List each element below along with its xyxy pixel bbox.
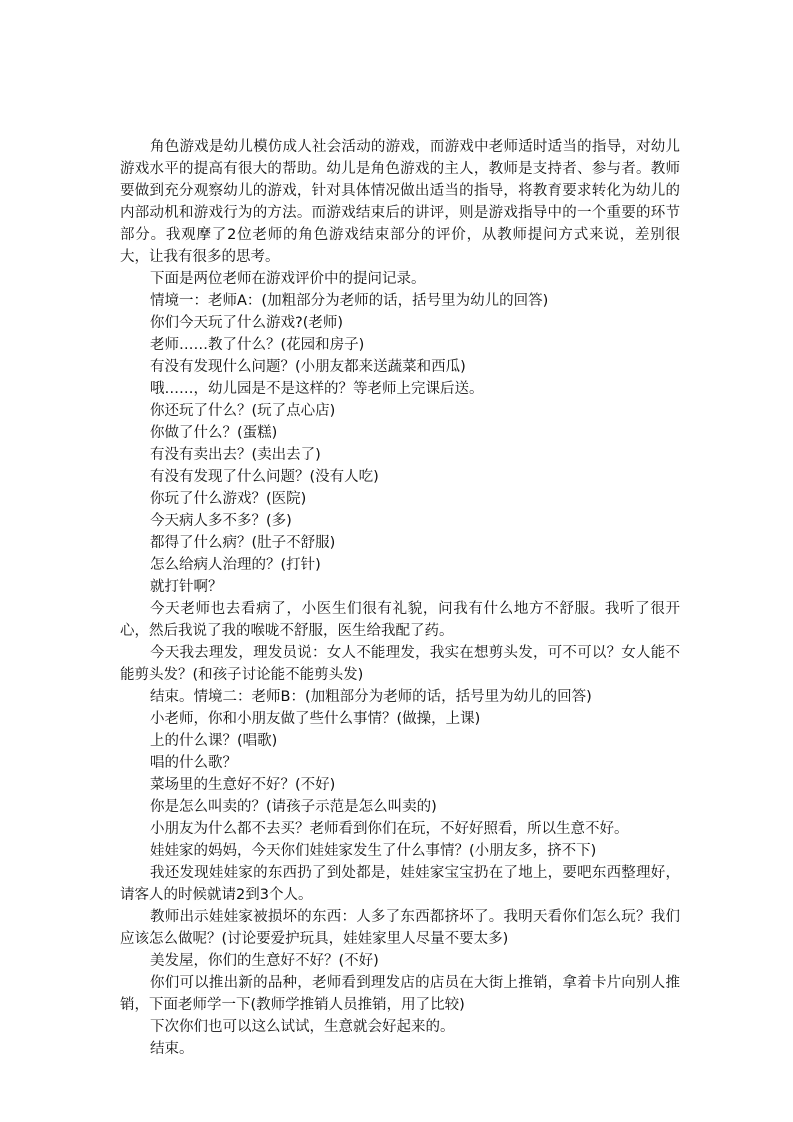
dialogue-line: 哦……，幼儿园是不是这样的？等老师上完课后送。 [150,381,484,397]
scenario-one-heading: 情境一：老师A：(加粗部分为老师的话，括号里为幼儿的回答) [150,293,549,309]
text-line: 下面是两位老师在游戏评价中的提问记录。 [150,271,426,287]
closing-line: 结束。 [150,1041,194,1057]
dialogue-line: 娃娃家的妈妈，今天你们娃娃家发生了什么事情？(小朋友多，挤不下) [150,843,597,859]
dialogue-line: 美发屋，你们的生意好不好？(不好) [150,953,379,969]
dialogue-line: 老师……教了什么？(花园和房子) [150,337,365,353]
dialogue-line: 下次你们也可以这么试试，生意就会好起来的。 [150,1019,455,1035]
dialogue-line: 就打针啊？ [150,579,223,595]
dialogue-line: 你是怎么叫卖的？(请孩子示范是怎么叫卖的) [150,799,437,815]
dialogue-line: 有没有发现什么问题？(小朋友都来送蔬菜和西瓜) [150,359,466,375]
dialogue-line: 今天我去理发，理发员说：女人不能理发，我实在想剪头发，可不可以？女人能不能剪头发？(和孩子讨论能不能剪头发) [120,645,680,683]
dialogue-line: 怎么给病人治理的？(打针) [150,557,321,573]
intro-paragraph: 角色游戏是幼儿模仿成人社会活动的游戏，而游戏中老师适时适当的指导，对幼儿游戏水平的提高有很大的帮助。幼儿是角色游戏的主人，教师是支持者、参与者。教师要做到充分观察幼儿的游戏，针对具体情况做出适当的指导，将教育要求转化为幼儿的内部动机和游戏行为的方法。而游戏结束后的讲评，则是游戏指导中的一个重要的环节部分。我观摩了2位老师的角色游戏结束部分的评价，从教师提问方式来说，差别很大，让我有很多的思考。 [120,139,680,265]
dialogue-line: 有没有卖出去？(卖出去了) [150,447,321,463]
dialogue-line: 你们今天玩了什么游戏?(老师) [150,315,344,331]
document-body [120,136,680,1060]
dialogue-line: 唱的什么歌？ [150,755,237,771]
dialogue-line: 今天老师也去看病了，小医生们很有礼貌，问我有什么地方不舒服。我听了很开心，然后我说了我的喉咙不舒服，医生给我配了药。 [120,601,680,639]
dialogue-line: 菜场里的生意好不好？(不好) [150,777,336,793]
dialogue-line: 小朋友为什么都不去买？老师看到你们在玩，不好好照看，所以生意不好。 [150,821,629,837]
dialogue-line: 小老师，你和小朋友做了些什么事情？(做操，上课) [150,711,481,727]
dialogue-line: 你还玩了什么？(玩了点心店) [150,403,336,419]
dialogue-line: 你做了什么？(蛋糕) [150,425,278,441]
dialogue-line: 教师出示娃娃家被损坏的东西：人多了东西都挤坏了。我明天看你们怎么玩？我们应该怎么做呢？(讨论要爱护玩具，娃娃家里人尽量不要太多) [120,909,680,947]
dialogue-line: 我还发现娃娃家的东西扔了到处都是，娃娃家宝宝扔在了地上，要吧东西整理好，请客人的时候就请2到3个人。 [120,865,680,903]
dialogue-line: 你玩了什么游戏？(医院) [150,491,307,507]
dialogue-line: 有没有发现了什么问题？(没有人吃) [150,469,379,485]
scenario-two-heading: 结束。情境二：老师B：(加粗部分为老师的话，括号里为幼儿的回答) [150,689,592,705]
dialogue-line: 今天病人多不多？(多) [150,513,292,529]
dialogue-line: 上的什么课？(唱歌) [150,733,278,749]
dialogue-line: 都得了什么病？(肚子不舒服) [150,535,336,551]
dialogue-line: 你们可以推出新的品种，老师看到理发店的店员在大街上推销，拿着卡片向别人推销，下面老师学一下(教师学推销人员推销，用了比较) [120,975,680,1013]
